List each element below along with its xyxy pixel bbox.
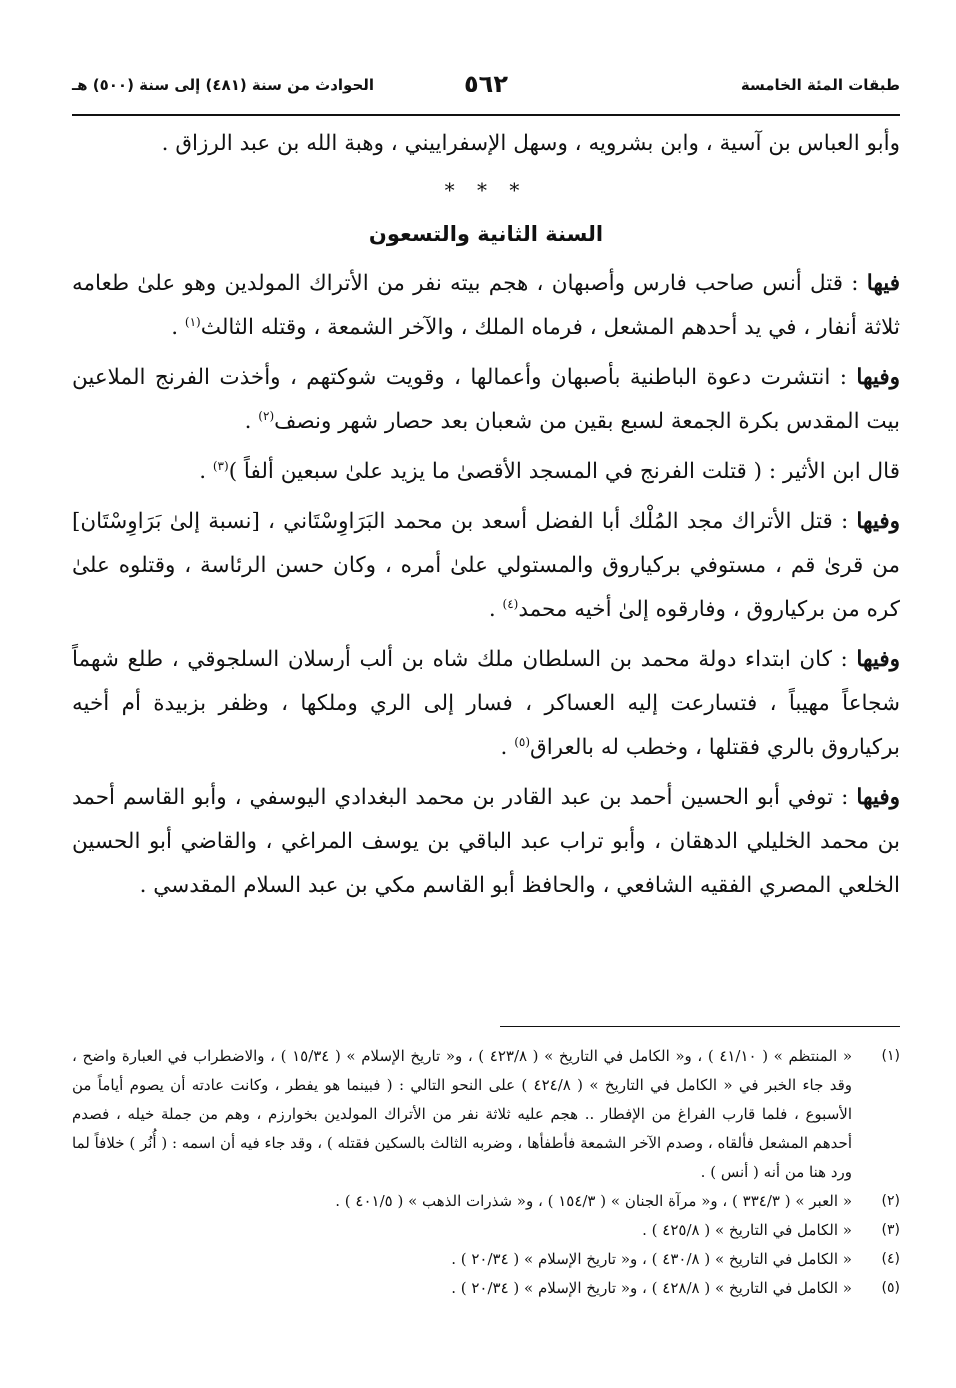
paragraph-lead: فيها [866, 271, 900, 296]
footnote-divider [500, 1026, 900, 1027]
paragraph [72, 776, 900, 908]
footnote-item [72, 1187, 900, 1216]
book-page [72, 0, 900, 1388]
paragraph-tail: . [500, 735, 515, 760]
footnote-item [72, 1216, 900, 1245]
paragraph-text: : توفي أبو الحسين أحمد بن عبد القادر بن محمد البغدادي اليوسفي ، وأبو القاسم أحمد بن محمد الخليلي الدهقان ، وأبو تراب عبد الباقي بن يوسف المراغي ، والقاضي أبو الحسين الخلعي المصري الفقيه الشافعي ، والحافظ أبو القاسم مكي بن عبد السلام المقدسي . [72, 785, 900, 898]
footnote-number: (٥) [881, 1280, 900, 1296]
paragraph-tail: . [199, 459, 213, 484]
paragraph-text: : كان ابتداء دولة محمد بن السلطان ملك شاه بن ألب أرسلان السلجوقي ، طلع شهماً شجاعاً مهيباً ، فتسارعت إليه العساكر ، فسار إلى الري وملكها ، وظفر بزبيدة أم أخيه بركياروق بالري فقتلها ، وخطب له بالعراق [72, 647, 900, 760]
paragraph-lead: وفيها [856, 785, 900, 810]
header-divider [72, 114, 900, 116]
footnote-number: (٢) [881, 1193, 900, 1209]
book-title: طبقات المئة الخامسة [740, 76, 900, 94]
footnote-marker[interactable]: (٤) [502, 596, 519, 611]
paragraph [72, 356, 900, 444]
footnote-text: « الكامل في التاريخ » ( ٤٣٠/٨ ) ، و« تاريخ الإسلام » ( ٢٠/٣٤ ) . [451, 1250, 852, 1268]
paragraph [72, 500, 900, 632]
footnote-marker[interactable]: (٢) [258, 408, 275, 423]
footnote-marker[interactable]: (٥) [514, 734, 531, 749]
paragraph [72, 262, 900, 350]
paragraph-tail: . [171, 315, 185, 340]
paragraph [72, 450, 900, 494]
paragraph [72, 638, 900, 770]
section-separator: * * * [444, 178, 528, 202]
footnotes [72, 1042, 900, 1303]
footnote-number: (١) [881, 1048, 900, 1064]
paragraph-lead: وفيها [856, 365, 900, 390]
footnote-item [72, 1042, 900, 1187]
footnote-text: « الكامل في التاريخ » ( ٤٢٥/٨ ) . [642, 1221, 852, 1239]
footnote-item [72, 1274, 900, 1303]
footnote-marker[interactable]: (١) [184, 314, 201, 329]
page-number: ٥٦٢ [464, 70, 508, 98]
paragraph-lead: وفيها [856, 647, 900, 672]
running-header [72, 72, 900, 102]
footnote-text: « المنتظم » ( ٤١/١٠ ) ، و« الكامل في التاريخ » ( ٤٢٣/٨ ) ، و« تاريخ الإسلام » ( ١٥/٣٤ ) ، والاضطراب في العبارة واضح ، وقد جاء الخبر في « الكامل في التاريخ » ( ٤٢٤/٨ ) على النحو التالي : ( فبينما هو يفطر ، وكانت عادته أن يصوم أياماً من الأسبوع ، فلما قارب الفراغ من الإفطار .. هجم عليه ثلاثة نفر من الأتراك المولدين بخوارزم ، وهم من جملة خيله ، فصدم أحدهم المشعل فألقاه ، وصدم الآخر الشمعة فأطفأها ، وضربه الثالث بالسكين فقتله ) ، وقد جاء فيه أن اسمه : ( أُنُر ) خلافاً لما ورد هنا من أنه ( أنس ) . [72, 1047, 853, 1181]
footnote-marker[interactable]: (٣) [212, 458, 229, 473]
paragraph-text: : قتل أنس صاحب فارس وأصبهان ، هجم بيته نفر من الأتراك المولدين وهو علىٰ طعامه ثلاثة أنفار ، في يد أحدهم المشعل ، فرماه الملك ، والآخر الشمعة ، وقتله الثالث [72, 271, 900, 340]
section-heading: السنة الثانية والتسعون [368, 222, 604, 246]
footnote-text: « الكامل في التاريخ » ( ٤٢٨/٨ ) ، و« تاريخ الإسلام » ( ٢٠/٣٤ ) . [451, 1279, 852, 1297]
paragraph-text: : انتشرت دعوة الباطنية بأصبهان وأعمالها ، وقويت شوكتهم ، وأخذت الفرنج الملاعين بيت المقدس بكرة الجمعة لسبع بقين من شعبان بعد حصار شهر ونصف [72, 365, 900, 434]
main-text [72, 122, 900, 914]
footnote-item [72, 1245, 900, 1274]
chapter-title: الحوادث من سنة (٤٨١) إلى سنة (٥٠٠) هـ [72, 76, 375, 94]
paragraph-text: قال ابن الأثير : ( قتلت الفرنج في المسجد الأقصىٰ ما يزيد علىٰ سبعين ألفاً ) [228, 459, 900, 484]
footnote-number: (٣) [881, 1222, 900, 1238]
paragraph-tail: . [244, 409, 259, 434]
footnote-text: « العبر » ( ٣٣٤/٣ ) ، و« مرآة الجنان » ( ١٥٤/٣ ) ، و« شذرات الذهب » ( ٤٠١/٥ ) . [335, 1192, 852, 1210]
footnote-number: (٤) [881, 1251, 900, 1267]
paragraph-text: : قتل الأتراك مجد المُلْك أبا الفضل أسعد بن محمد البَرَاوِسْتَاني ، [نسبة إلىٰ بَرَاوِسْتَان] من قرىٰ قم ، مستوفي بركياروق والمستولي علىٰ أمره ، وكان حسن الرئاسة ، وقتلوه علىٰ كره من بركياروق ، وفارقوه إلىٰ أخيه محمد [72, 509, 900, 622]
paragraph-lead: وفيها [856, 509, 900, 534]
intro-line: وأبو العباس بن آسية ، وابن بشرويه ، وسهل الإسفراييني ، وهبة الله بن عبد الرزاق . [161, 131, 900, 156]
paragraph-tail: . [488, 597, 503, 622]
